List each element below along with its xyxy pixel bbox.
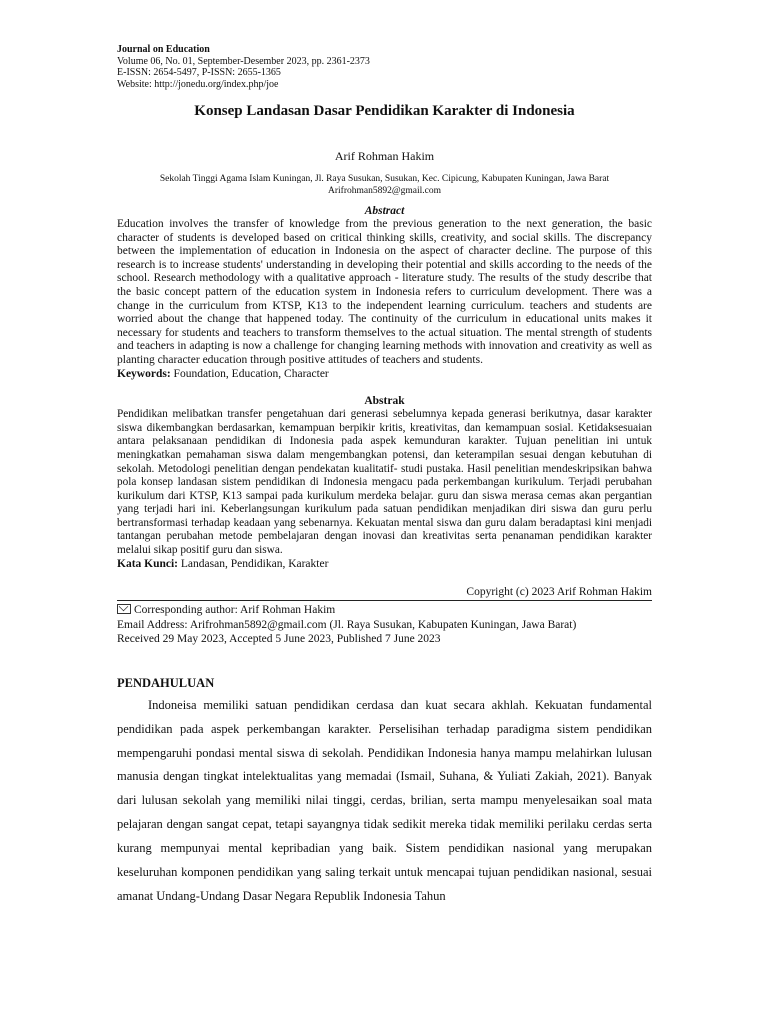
corresponding-author-text: Corresponding author: Arif Rohman Hakim	[134, 604, 336, 617]
paper-title: Konsep Landasan Dasar Pendidikan Karakter di Indonesia	[194, 103, 575, 119]
journal-header	[117, 44, 652, 90]
corresponding-author-line	[117, 603, 652, 618]
keywords-label: Keywords:	[117, 367, 171, 380]
abstrak-heading: Abstrak	[364, 395, 405, 408]
journal-website: Website: http://jonedu.org/index.php/joe	[117, 78, 279, 90]
correspondence-block	[117, 603, 652, 647]
paper-page	[117, 44, 652, 909]
abstract-heading: Abstract	[364, 205, 405, 217]
copyright-line: Copyright (c) 2023 Arif Rohman Hakim	[117, 585, 652, 601]
section-heading: PENDAHULUAN	[117, 675, 215, 690]
keywords-line	[117, 368, 652, 382]
journal-volume: Volume 06, No. 01, September-Desember 2023, pp. 2361-2373	[117, 55, 370, 67]
abstrak-text: Pendidikan melibatkan transfer pengetahuan dari generasi sebelumnya kepada generasi berikutnya, dasar karakter siswa dikembangkan berdasarkan, kemampuan berpikir kritis, kreativitas, dan kemampuan sosial. Ketidaksesuaian antara pelaksanaan pendidikan di Indonesia pada aspek kemunduran karakter. Tujuan penelitian ini untuk meningkatkan pemahaman siswa dalam mengembangkan potensi, dan keterampilan sesuai dengan kebutuhan di sekolah. Metodologi penelitian dengan pendekatan kualitatif- studi pustaka. Hasil penelitian mendeskripsikan bahwa pola konsep landasan sistem pendidikan di Indonesia mengacu pada perkembangan kurikulum. Terjadi perubahan kurikulum dari KTSP, K13 sampai pada kurikulum merdeka belajar. guru dan siswa merasa cemas akan pergantian yang terjadi hari ini. Keberlangsungan kurikulum pada satuan pendidikan menjadikan diri siswa dan guru perlu bertransformasi terhadap keadaan yang sebenarnya. Kekuatan mental siswa dan guru dalam beradaptasi kini menjadi tantangan perubahan metode pembelajaran dengan inovasi dan kreativitas serta penanaman pendidikan karakter melalui sikap positif guru dan siswa.	[117, 408, 652, 557]
section-paragraph: Indoneisa memiliki satuan pendidikan cerdasa dan kuat secara akhlah. Kekuatan fundamental pendidikan pada aspek perkembangan karakter. Perselisihan terhadap paradigma sistem pendidikan mempengaruhi pondasi mental siswa di sekolah. Pendidikan Indonesia hanya mampu melahirkan lulusan manusia dengan tingkat intelektualitas yang memadai (Ismail, Suhana, & Yuliati Zakiah, 2021). Banyak dari lulusan sekolah yang memiliki nilai tinggi, cerdas, brilian, serta mampu menyelesaikan soal mata pelajaran dengan sangat cepat, tetapi sayangnya tidak sedikit mereka tidak memiliki perilaku cerdas serta kurang mempunyai mental kepribadian yang baik. Sistem pendidikan nasional yang merupakan keseluruhan komponen pendidikan yang saling terkait untuk mencapai tujuan pendidikan nasional, sesuai amanat Undang-Undang Dasar Negara Republik Indonesia Tahun	[117, 697, 652, 903]
kata-kunci-label: Kata Kunci:	[117, 557, 179, 570]
journal-issn: E-ISSN: 2654-5497, P-ISSN: 2655-1365	[117, 67, 281, 78]
kata-kunci-values: Landasan, Pendidikan, Karakter	[178, 557, 329, 570]
author-email: Arifrohman5892@gmail.com	[328, 186, 441, 196]
author-affiliation: Sekolah Tinggi Agama Islam Kuningan, Jl. Raya Susukan, Susukan, Kec. Cipicung, Kabupaten Kuningan, Jawa Barat	[159, 174, 610, 184]
author-name: Arif Rohman Hakim	[334, 149, 435, 163]
journal-name: Journal on Education	[117, 44, 210, 55]
received-dates-line: Received 29 May 2023, Accepted 5 June 2023, Published 7 June 2023	[117, 633, 441, 646]
author-affiliation-block	[117, 173, 652, 197]
kata-kunci-line	[117, 558, 652, 572]
envelope-icon	[117, 604, 131, 614]
keywords-values: Foundation, Education, Character	[170, 367, 329, 380]
abstract-text: Education involves the transfer of knowledge from the previous generation to the next generation, the basic character of students is developed based on critical thinking skills, creativity, and social skills. The discrepancy between the implementation of education in Indonesia on the aspect of character decline. The purpose of this research is to increase students' understanding in developing their potential and skills according to the needs of the school. Research methodology with a qualitative approach - literature study. The results of the study describe that the basic concept pattern of the education system in Indonesia refers to curriculum development. There was a change in the curriculum from KTSP, K13 to the independent learning curriculum. teachers and students are worried about the change that happened today. The continuity of the curriculum in educational units makes it necessary for students and teachers to transform themselves to the actual situation. The mental strength of students and teachers in adapting is now a challenge for changing learning methods with innovation and creativity as well as planting character education through positive attitudes of teachers and students.	[117, 218, 652, 366]
email-address-line: Email Address: Arifrohman5892@gmail.com (Jl. Raya Susukan, Kabupaten Kuningan, Jawa Barat)	[117, 618, 577, 631]
